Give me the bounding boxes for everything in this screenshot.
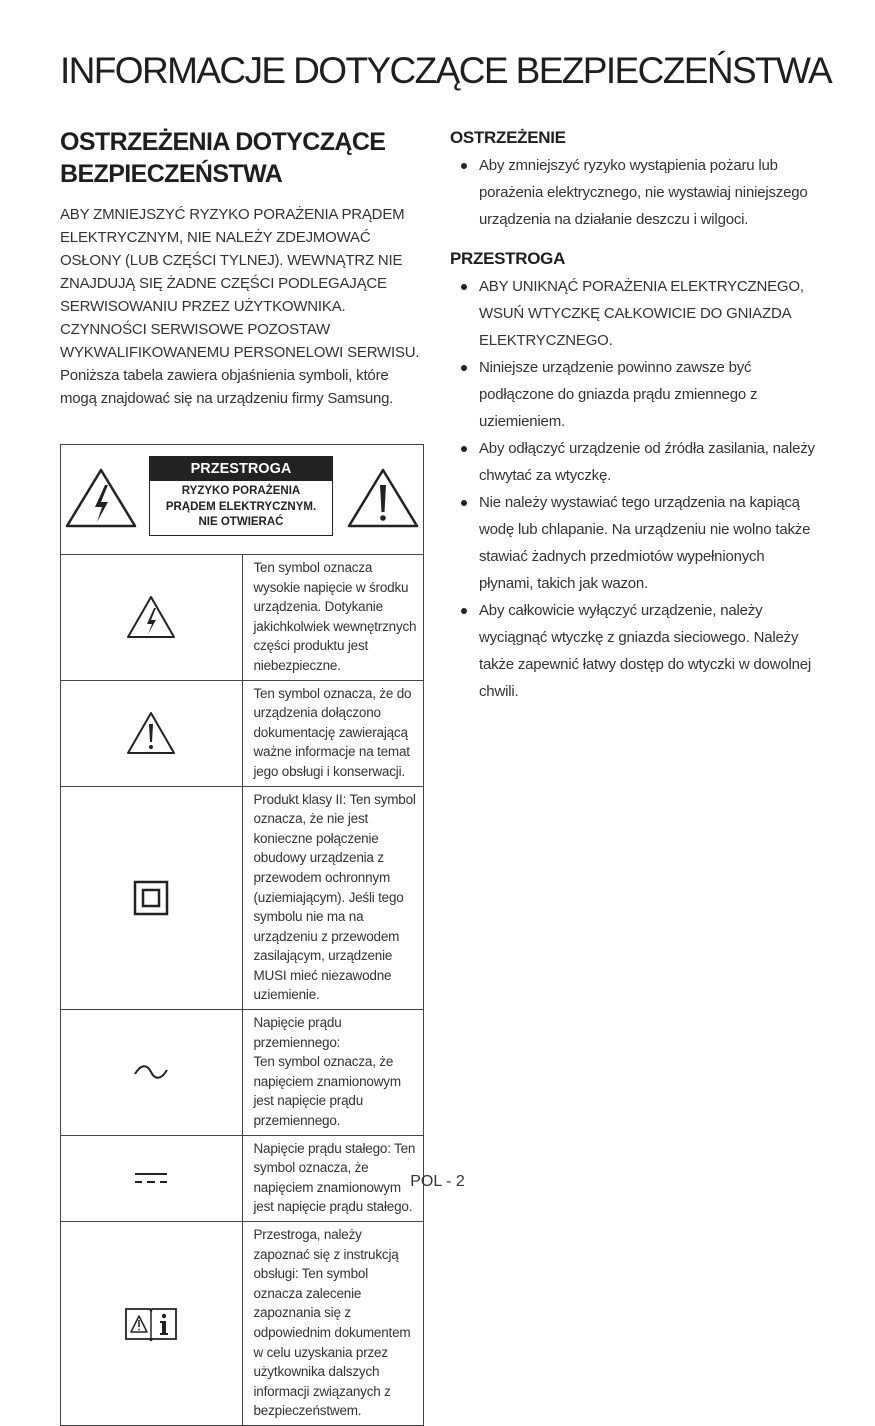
- page-number: POL - 2: [410, 1173, 465, 1190]
- symbol-description: [242, 1010, 424, 1136]
- warning-list: [450, 152, 820, 233]
- caution-label-text: [150, 481, 332, 535]
- exclamation-triangle-icon: [126, 711, 176, 755]
- symbol-description: Ten symbol oznacza wysokie napięcie w środku urządzenia. Dotykanie jakichkolwiek wewnętrznych części produktu jest niebezpieczne.: [242, 555, 424, 681]
- symbol-row: [61, 786, 424, 1010]
- caution-label-line: NIE OTWIERAĆ: [198, 516, 284, 528]
- intro-paragraph: ABY ZMNIEJSZYĆ RYZYKO PORAŻENIA PRĄDEM ELEKTRYCZNYM, NIE NALEŻY ZDEJMOWAĆ OSŁONY (LUB CZĘŚCI TYLNEJ). WEWNĄTRZ NIE ZNAJDUJĄ SIĘ ŻADNE CZĘŚCI PODLEGAJĄCE SERWISOWANIU PRZEZ UŻYTKOWNIKA. CZYNNOŚCI SERWISOWE POZOSTAW WYKWALIFIKOWANEMU PERSONELOWI SERWISU. Poniższa tabela zawiera objaśnienia symboli, które mogą znajdować się na urządzeniu firmy Samsung.: [60, 206, 420, 407]
- caution-label-header: PRZESTROGA: [150, 457, 332, 481]
- caution-label-line: PRĄDEM ELEKTRYCZNYM.: [165, 500, 317, 513]
- symbol-description: Produkt klasy II: Ten symbol oznacza, że nie jest konieczne połączenie obudowy urządzenia z przewodem ochronnym (uziemiającym). Jeśli tego symbolu nie ma na urządzeniu z przewodem zasilającym, urządzenie MUSI mieć niezawodne uziemienie.: [242, 786, 424, 1010]
- list-item: Aby zmniejszyć ryzyko wystąpienia pożaru lub porażenia elektrycznego, nie wystawiaj niniejszego urządzenia na działanie deszczu i wilgoci.: [450, 152, 820, 233]
- ac-voltage-icon: [133, 1064, 169, 1080]
- exclamation-triangle-icon: [346, 467, 420, 529]
- caution-label-row: [61, 445, 424, 555]
- high-voltage-triangle-icon: [64, 467, 138, 529]
- caution-heading: PRZESTROGA: [450, 249, 566, 268]
- symbol-description: Ten symbol oznacza, że do urządzenia dołączono dokumentację zawierającą ważne informacje na temat jego obsługi i konserwacji.: [242, 680, 424, 786]
- list-item: Nie należy wystawiać tego urządzenia na kapiącą wodę lub chlapanie. Na urządzeniu nie wolno także stawiać żadnych przedmiotów wypełnionych płynami, takich jak wazon.: [450, 489, 820, 597]
- left-column: [60, 126, 425, 410]
- list-item: Aby całkowicie wyłączyć urządzenie, należy wyciągnąć wtyczkę z gniazda sieciowego. Należy także zapewnić łatwy dostęp do wtyczki w dowolnej chwili.: [450, 597, 820, 705]
- symbol-row: [61, 1010, 424, 1136]
- list-item: ABY UNIKNĄĆ PORAŻENIA ELEKTRYCZNEGO, WSUŃ WTYCZKĘ CAŁKOWICIE DO GNIAZDA ELEKTRYCZNEGO.: [450, 273, 820, 354]
- high-voltage-icon: [126, 595, 176, 639]
- class-ii-icon: [133, 880, 169, 916]
- symbol-description: Przestroga, należy zapoznać się z instrukcją obsługi: Ten symbol oznacza zalecenie zapoznania się z odpowiednim dokumentem w celu uzyskania przez użytkownika dalszych informacji związanych z bezpieczeństwem.: [242, 1222, 424, 1426]
- right-column: [450, 128, 820, 721]
- page-title: INFORMACJE DOTYCZĄCE BEZPIECZEŃSTWA: [60, 50, 832, 91]
- caution-label-box: [149, 456, 333, 536]
- warning-heading: OSTRZEŻENIE: [450, 128, 566, 147]
- caution-list: [450, 273, 820, 705]
- symbol-row: [61, 555, 424, 681]
- read-manual-icon: [124, 1305, 178, 1341]
- safety-warnings-heading: OSTRZEŻENIA DOTYCZĄCE BEZPIECZEŃSTWA: [60, 128, 386, 188]
- symbol-description-line: Ten symbol oznacza, że napięciem znamionowym jest napięcie prądu przemiennego.: [253, 1054, 401, 1129]
- symbols-table: [60, 444, 424, 1426]
- list-item: Niniejsze urządzenie powinno zawsze być podłączone do gniazda prądu zmiennego z uziemieniem.: [450, 354, 820, 435]
- symbol-row: [61, 680, 424, 786]
- caution-label-line: RYZYKO PORAŻENIA: [181, 485, 301, 497]
- symbol-description-line: Napięcie prądu przemiennego:: [253, 1015, 342, 1050]
- list-item: Aby odłączyć urządzenie od źródła zasilania, należy chwytać za wtyczkę.: [450, 435, 820, 489]
- symbol-description: Napięcie prądu stałego: Ten symbol oznacza, że napięciem znamionowym jest napięcie prądu stałego.: [242, 1135, 424, 1221]
- symbol-row: [61, 1222, 424, 1426]
